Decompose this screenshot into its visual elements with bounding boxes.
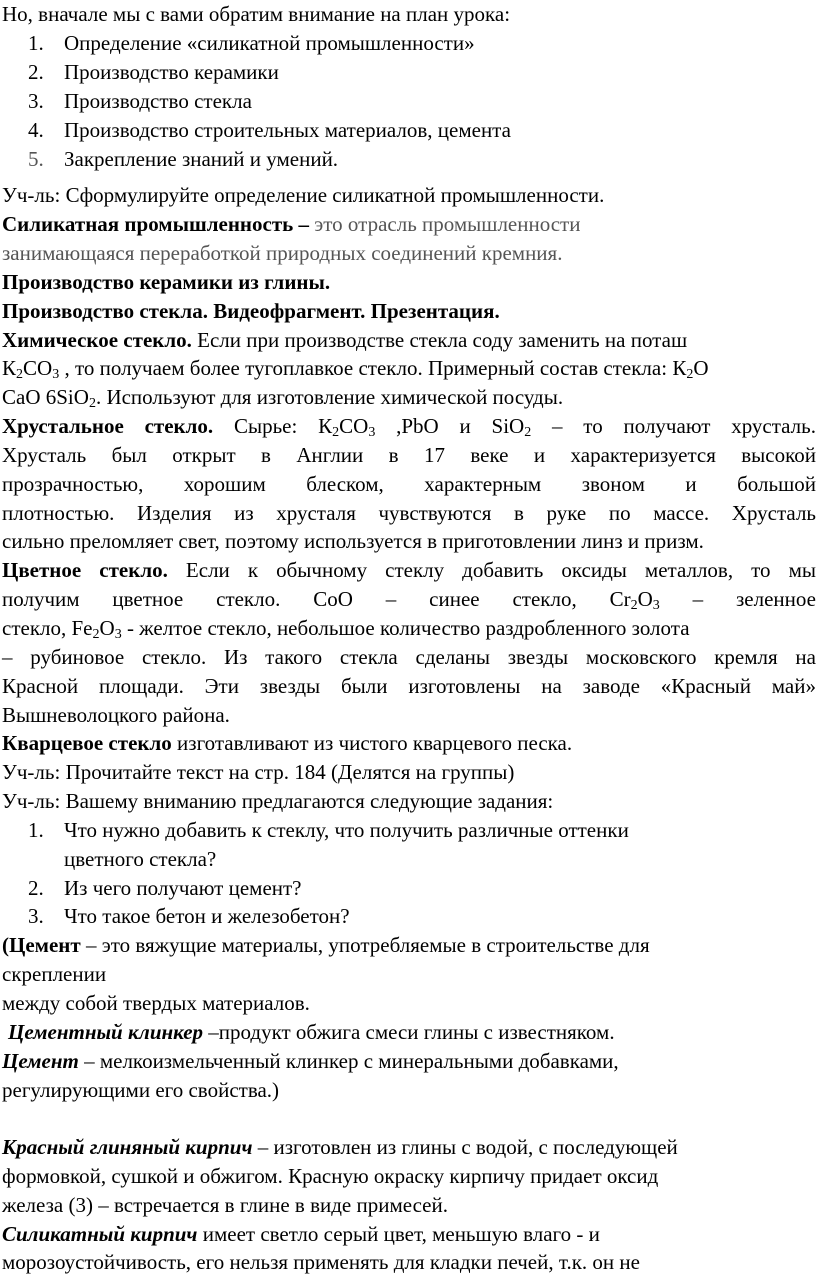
colored-glass-line: Вышневолоцкого района.	[2, 703, 230, 727]
task-item: 1. Что нужно добавить к стеклу, что получить различные оттенки	[28, 818, 629, 842]
silicate-definition: Силикатная промышленность – это отрасль промышленности	[2, 212, 581, 236]
chem-glass-line: $К_2CO_3$ , то получаем более тугоплавкое стекло. Примерный состав стекла: $К_2O$	[2, 356, 709, 382]
silicate-brick-line: Силикатный кирпич имеет светло серый цвет, меньшую влаго - и	[2, 1222, 600, 1246]
intro-line: Но, вначале мы с вами обратим внимание на план урока:	[2, 2, 511, 26]
plan-item: 3. Производство стекла	[28, 89, 252, 113]
crystal-line: плотностью. Изделия из хрусталя чувствуются в руке по массе. Хрусталь	[2, 501, 816, 525]
plan-item: 1. Определение «силикатной промышленности»	[28, 31, 475, 55]
plan-item: 4. Производство строительных материалов, цемента	[28, 118, 511, 142]
cement-definition: между собой твердых материалов.	[2, 991, 310, 1015]
teacher-instruction: Уч-ль: Вашему вниманию предлагаются следующие задания:	[2, 789, 554, 813]
cement-definition-2: регулирующими его свойства.)	[2, 1078, 280, 1102]
colored-glass-line: стекло, $Fe_2O_3$ - желтое стекло, небольшое количество раздробленного золота	[2, 616, 690, 642]
silicate-brick-line: морозоустойчивость, его нельзя применять для кладки печей, т.к. он не	[2, 1250, 640, 1274]
chem-glass-line: Химическое стекло. Если при производстве стекла соду заменить на поташ	[2, 328, 688, 352]
silicate-definition-cont: занимающаяся переработкой природных соединений кремния.	[2, 241, 563, 265]
red-brick-line: Красный глиняный кирпич – изготовлен из глины с водой, с последующей	[2, 1135, 678, 1159]
chem-glass-line: CaO 6SiO$_2$. Используют для изготовление химической посуды.	[2, 385, 564, 411]
plan-item: 2. Производство керамики	[28, 60, 279, 84]
quartz-glass-line: Кварцевое стекло изготавливают из чистого кварцевого песка.	[2, 731, 573, 755]
heading-ceramics: Производство керамики из глины.	[2, 270, 331, 294]
task-item-cont: цветного стекла?	[64, 847, 217, 871]
colored-glass-line: – рубиновое стекло. Из такого стекла сделаны звезды московского кремля на	[2, 645, 816, 669]
cement-definition: (Цемент – это вяжущие материалы, употребляемые в строительстве для	[2, 933, 650, 957]
teacher-question: Уч-ль: Сформулируйте определение силикатной промышленности.	[2, 183, 605, 207]
crystal-line: Хрусталь был открыт в Англии в 17 веке и характеризуется высокой	[2, 443, 816, 467]
heading-glass: Производство стекла. Видеофрагмент. Презентация.	[2, 299, 500, 323]
task-item: 2. Из чего получают цемент?	[28, 876, 302, 900]
red-brick-line: формовкой, сушкой и обжигом. Красную окраску кирпичу придает оксид	[2, 1164, 659, 1188]
clinker-definition: Цементный клинкер –продукт обжига смеси глины с известняком.	[8, 1020, 615, 1044]
red-brick-line: железа (3) – встречается в глине в виде примесей.	[2, 1193, 448, 1217]
crystal-line: прозрачностью, хорошим блеском, характерным звоном и большой	[2, 472, 816, 496]
colored-glass-line: Красной площади. Эти звезды были изготовлены на заводе «Красный май»	[2, 674, 816, 698]
cement-definition: скреплении	[2, 962, 107, 986]
task-item: 3. Что такое бетон и железобетон?	[28, 904, 350, 928]
crystal-line: Хрустальное стекло. Сырье: $К_2CO_3$ ,PbO и SiO$_2$ – то получают хрусталь.	[2, 414, 816, 440]
colored-glass-line: получим цветное стекло. CoO – синее стекло, $Cr_2O_3$ – зеленное	[2, 587, 816, 613]
colored-glass-line: Цветное стекло. Если к обычному стеклу добавить оксиды металлов, то мы	[2, 558, 816, 582]
teacher-instruction: Уч-ль: Прочитайте текст на стр. 184 (Делятся на группы)	[2, 760, 515, 784]
plan-item: 5. Закрепление знаний и умений.	[28, 147, 339, 171]
crystal-line: сильно преломляет свет, поэтому используется в приготовлении линз и призм.	[2, 529, 704, 553]
cement-definition-2: Цемент – мелкоизмельченный клинкер с минеральными добавками,	[2, 1049, 619, 1073]
